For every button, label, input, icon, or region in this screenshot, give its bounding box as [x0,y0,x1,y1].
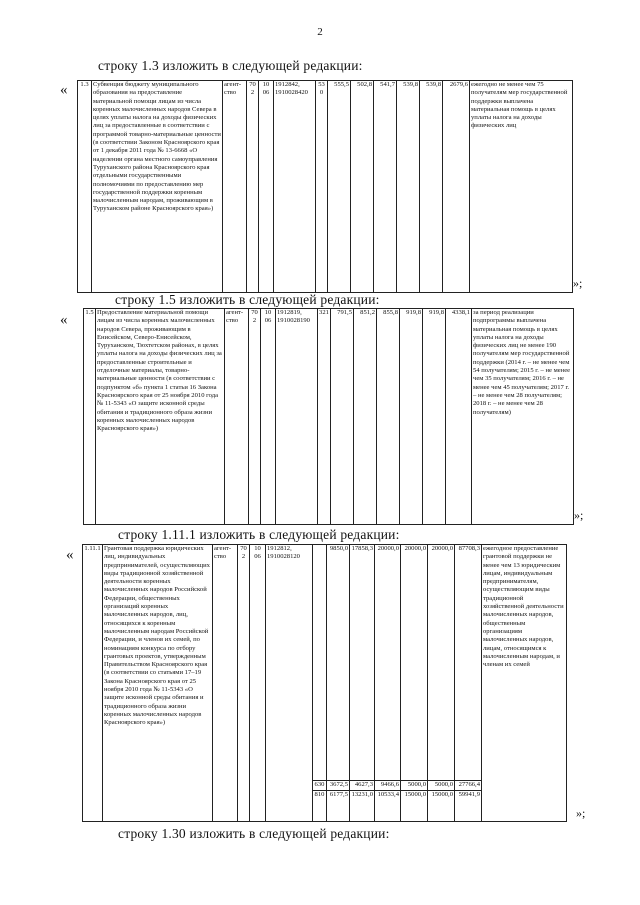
rzpr-code: 10 06 [259,81,274,293]
measure-name: Предоставление материальной помощи лицам из числа коренных малочисленных народов Севера, проживающим в Енисейском, Северо-Енисейском, Туруханском, Тюхтетском районах, в целях уплаты налога на доходы физических лиц за предоставленные строительные и отделочные материалы, товарно-материальные ценности (в соответствии с подпунктом «б» пункта 1 статьи 16 Закона Красноярского края от 25 ноября 2010 года № 11-5343 «О защите исконной среды обитания и традиционного образа жизни коренных малочисленных народов Красноярского края») [96,309,225,525]
table-row [84,309,574,525]
value-cell: 502,8 [351,81,374,293]
value-cell: 539,8 [397,81,420,293]
value-cell: 541,7 [374,81,397,293]
row-table-1-5 [83,308,574,525]
value-cell: 851,2 [354,309,377,525]
csr-code: 1912842, 1910028420 [274,81,316,293]
value-cell: 4627,3 [350,781,375,791]
section-heading-1-3: строку 1.3 изложить в следующей редакции: [98,58,363,73]
grbs-code: 702 [249,309,261,525]
total-cell: 87708,3 [455,545,482,781]
value-cell: 20000,0 [375,545,401,781]
value-cell: 20000,0 [401,545,428,781]
row-number: 1.3 [78,81,92,293]
open-quote: « [66,547,74,563]
csr-code: 1912819, 1910028190 [276,309,318,525]
section-heading-1-11-1: строку 1.11.1 изложить в следующей редакции: [118,527,400,542]
value-cell: 855,8 [377,309,400,525]
open-quote: « [60,312,68,328]
agency-cell: агент-ство [225,309,249,525]
value-cell: 15000,0 [401,791,428,822]
grbs-code: 702 [238,545,250,822]
vr-code: 630 [313,781,327,791]
row-table-1-3 [77,80,573,293]
value-cell: 5000,0 [428,781,455,791]
closing-mark: »; [574,508,584,522]
rzpr-code: 10 06 [261,309,276,525]
vr-code: 321 [318,309,331,525]
value-cell: 20000,0 [428,545,455,781]
value-cell: 15000,0 [428,791,455,822]
value-cell: 9466,6 [375,781,401,791]
value-cell: 6177,5 [327,791,350,822]
vr-code: 810 [313,791,327,822]
value-cell: 13231,0 [350,791,375,822]
section-heading-1-5: строку 1.5 изложить в следующей редакции: [115,292,380,307]
agency-cell: агент-ство [223,81,247,293]
value-cell: 5000,0 [401,781,428,791]
value-cell: 919,8 [400,309,423,525]
row-table-1-11-1 [82,544,567,822]
total-cell: 59941,9 [455,791,482,822]
value-cell: 555,5 [328,81,351,293]
expected-result: ежегодное предоставление грантовой поддержки не менее чем 13 юридическим лицам, индивидуальным предпринимателям, осуществляющим виды традиционной хозяйственной деятельности малочисленных народов, общественным организациям малочисленных народов, лицам, относящимся к малочисленным народам, и членам их семей [482,545,567,822]
total-cell: 2679,6 [443,81,470,293]
measure-name: Грантовая поддержка юридических лиц, индивидуальных предпринимателей, осуществляющих виды традиционной хозяйственной деятельности коренных малочисленных народов Российской Федерации, общественных организаций коренных малочисленных народов, лиц, относящихся к коренным малочисленным народам Российской Федерации, и членов их семей, по номинациям конкурса по отбору грантовых проектов, утвержденным Правительством Красноярского края (в соответствии со статьями 17–19 Закона Красноярского края от 25 ноября 2010 года № 11-5343 «О защите исконной среды обитания и традиционного образа жизни коренных малочисленных народов Красноярского края») [103,545,213,822]
row-number: 1.5 [84,309,96,525]
vr-code [313,545,327,781]
value-cell: 791,5 [331,309,354,525]
value-cell: 3672,5 [327,781,350,791]
csr-code: 1912812, 1910028120 [266,545,313,822]
value-cell: 919,8 [423,309,446,525]
closing-mark: »; [573,276,583,290]
rzpr-code: 10 06 [250,545,266,822]
value-cell: 10533,4 [375,791,401,822]
grbs-code: 702 [247,81,259,293]
agency-cell: агент-ство [213,545,238,822]
measure-name: Субвенция бюджету муниципального образования на предоставление материальной помощи лицам из числа коренных малочисленных народов Севера в целях уплаты налога на доходы физических лиц за предоставленные в соответствии с программой товарно-материальные ценности (в соответствии Законом Красноярского края от 1 декабря 2011 года № 13-6668 «О наделении органа местного самоуправления Туруханского района Красноярского края отдельными государственными полномочиями по предоставлению мер государственной поддержки коренным малочисленным народам, проживающим в Туруханском районе Красноярского края») [92,81,223,293]
open-quote: « [60,82,68,98]
vr-code: 530 [316,81,328,293]
table-row [78,81,573,293]
closing-mark: »; [576,806,586,820]
page-number: 2 [317,26,323,38]
table-row [83,545,567,781]
expected-result: за период реализации подпрограммы выплачена материальная помощь в целях уплаты налога на доходы физических лиц не менее 190 получателям мер государственной поддержки (2014 г. – не менее чем 54 получателям; 2015 г. – не менее чем 35 получателям; 2016 г. – не менее чем 45 получателям; 2017 г. – не менее чем 28 получателям; 2018 г. – не менее чем 28 получателям) [472,309,574,525]
row-number: 1.11.1 [83,545,103,822]
total-cell: 4338,1 [446,309,472,525]
section-heading-1-30: строку 1.30 изложить в следующей редакции: [118,826,390,841]
total-cell: 27766,4 [455,781,482,791]
expected-result: ежегодно не менее чем 75 получателям мер государственной поддержки выплачена материальная помощь в целях уплаты налога на доходы физических лиц [470,81,573,293]
value-cell: 539,8 [420,81,443,293]
value-cell: 9850,0 [327,545,350,781]
value-cell: 17858,3 [350,545,375,781]
